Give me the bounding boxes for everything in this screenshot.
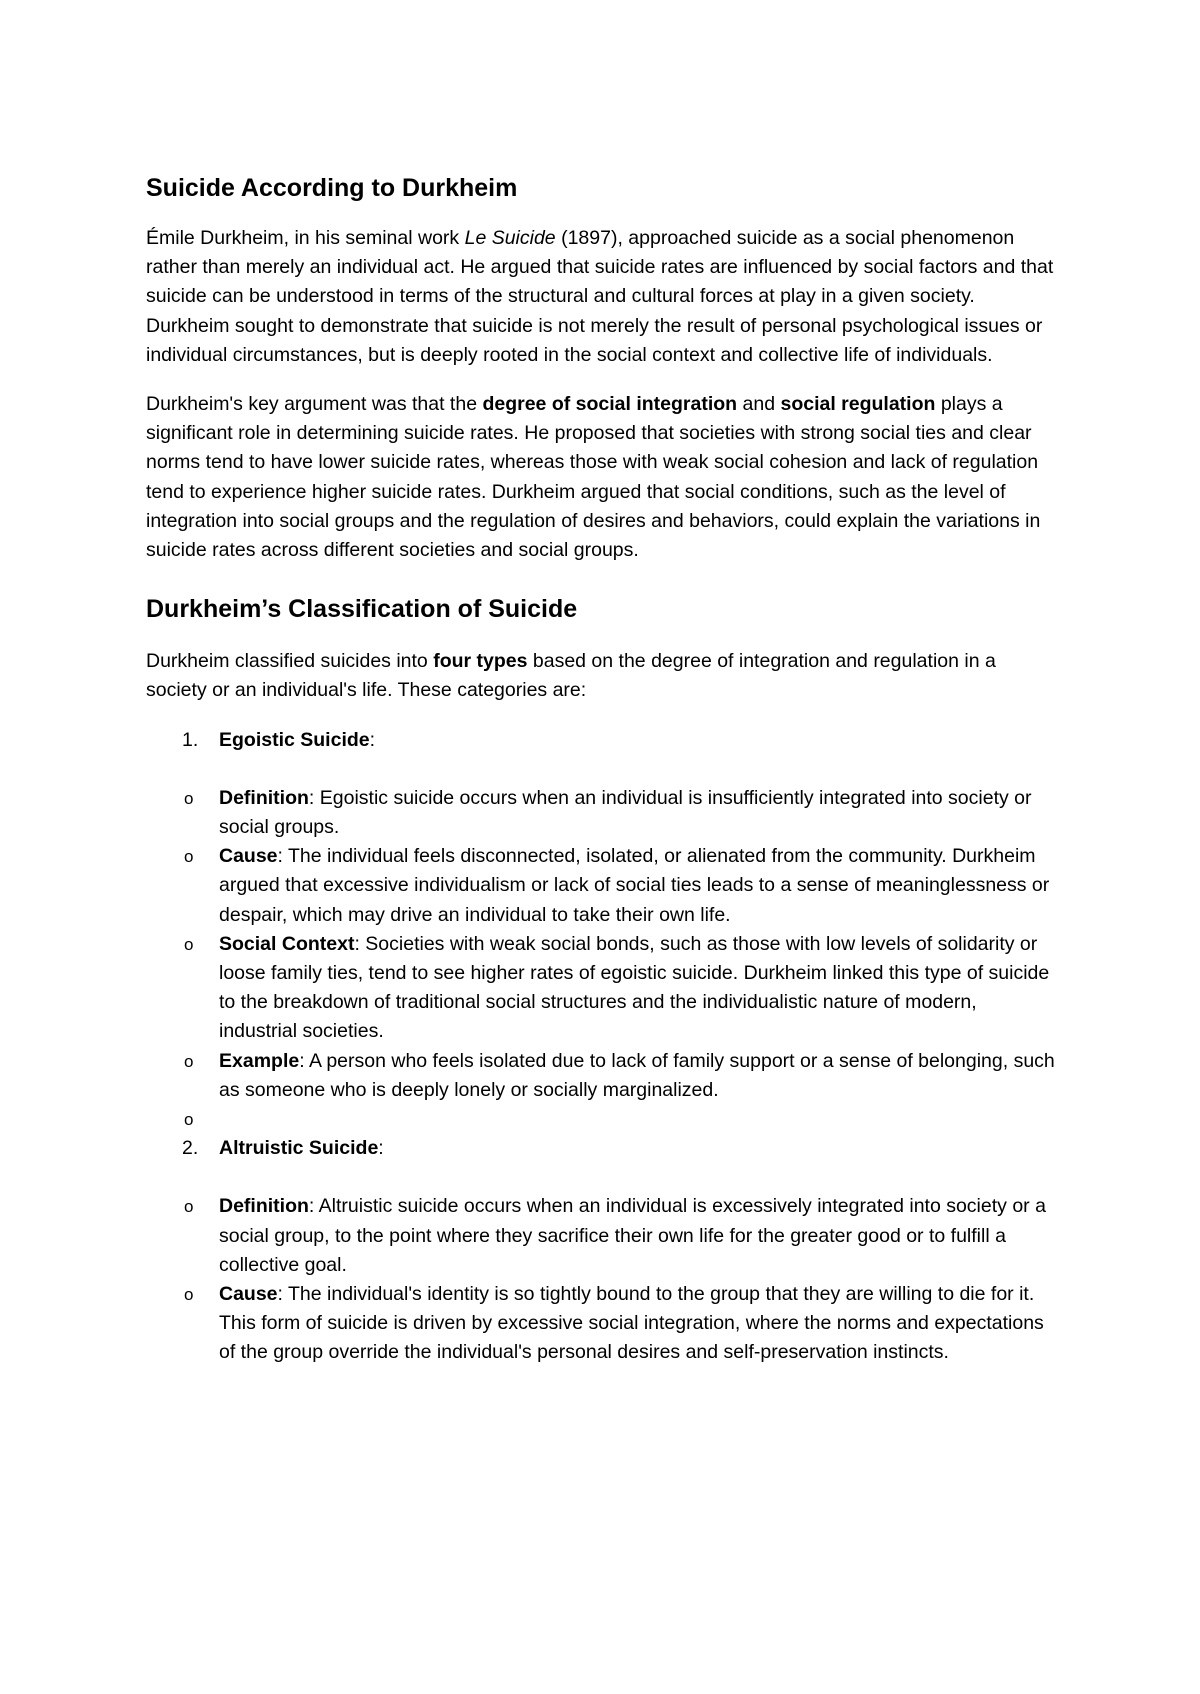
section-title-durkheim: Suicide According to Durkheim [146, 174, 518, 202]
point-label: Definition [219, 786, 309, 809]
sub-list [184, 1192, 1060, 1367]
sub-list [184, 784, 1060, 1134]
suicide-types-list [146, 726, 1060, 1368]
point-text: : Societies with weak social bonds, such as those with low levels of solidarity or loose family ties, tend to see higher rates of egoistic suicide. Durkheim linked this type of suicide to the breakdown of traditional social structures and the individualistic nature of modern, industrial societies. [219, 932, 1050, 1043]
list-item [184, 784, 1060, 842]
type-item-altruistic [146, 1134, 1060, 1367]
intro-text-a: Émile Durkheim, in his seminal work [146, 227, 465, 249]
point-text: : Egoistic suicide occurs when an individual is insufficiently integrated into society or social groups. [219, 786, 1032, 839]
colon: : [378, 1137, 384, 1160]
list-item [184, 930, 1060, 1047]
argument-text-c: plays a significant role in determining suicide rates. He proposed that societies with strong social ties and clear norms tend to have lower suicide rates, whereas those with weak social cohesion and lack of regulation tend to experience higher suicide rates. Durkheim argued that social conditions, such as the level of integration into social groups and the regulation of desires and behaviors, could explain the variations in suicide rates across different societies and social groups. [146, 393, 1041, 562]
bullet-icon: o [184, 788, 194, 808]
classification-text-b: based on the degree of integration and regulation in a society or an individual's life. These categories are: [146, 650, 996, 702]
type-item-egoistic [146, 726, 1060, 1135]
bullet-icon: o [184, 1051, 194, 1071]
point-text: : A person who feels isolated due to lack of family support or a sense of belonging, such as someone who is deeply lonely or socially marginalized. [219, 1049, 1055, 1101]
classification-bold: four types [433, 650, 528, 673]
point-text: : The individual feels disconnected, isolated, or alienated from the community. Durkheim argued that excessive individualism or lack of social ties leads to a sense of meaninglessness or despair, which may drive an individual to take their own life. [219, 845, 1050, 926]
bullet-icon: o [184, 1197, 194, 1217]
argument-text-a: Durkheim's key argument was that the [146, 393, 483, 416]
point-label: Definition [219, 1195, 309, 1218]
bullet-icon: o [184, 1285, 194, 1305]
list-item [184, 842, 1060, 930]
list-item [184, 1280, 1060, 1368]
list-item [184, 1047, 1060, 1105]
intro-paragraph [146, 224, 1060, 370]
point-text: : Altruistic suicide occurs when an individual is excessively integrated into society or a social group, to the point where they sacrifice their own life for the greater good or to fulfill a collective goal. [219, 1195, 1046, 1276]
colon: : [369, 728, 376, 751]
list-number: 2. [182, 1137, 199, 1160]
argument-bold-regulation: social regulation [780, 393, 936, 416]
type-title-text: Altruistic Suicide [219, 1137, 379, 1160]
empty-list-item [184, 1105, 1060, 1134]
bullet-icon: o [184, 1110, 194, 1130]
list-number: 1. [182, 728, 199, 751]
bullet-icon: o [184, 847, 194, 867]
type-title [219, 1134, 1060, 1163]
argument-bold-integration: degree of social integration [482, 393, 738, 416]
intro-text-b: (1897), approached suicide as a social phenomenon rather than merely an individual act. He argued that suicide rates are influenced by social factors and that suicide can be understood in terms of the structural and cultural forces at play in a given society. Durkheim sought to demonstrate that suicide is not merely the result of personal psychological issues or individual circumstances, but is deeply rooted in the social context and collective life of individuals. [146, 227, 1054, 366]
bullet-icon: o [184, 934, 194, 954]
list-item [184, 1192, 1060, 1280]
section-title-classification: Durkheim’s Classification of Suicide [146, 595, 578, 624]
type-title-text: Egoistic Suicide [219, 728, 370, 751]
point-label: Cause [219, 845, 278, 868]
type-title [219, 726, 1060, 755]
point-label: Example [219, 1049, 300, 1072]
point-label: Cause [219, 1283, 278, 1306]
argument-paragraph [146, 390, 1060, 565]
point-label: Social Context [219, 932, 355, 955]
book-title: Le Suicide [464, 227, 556, 249]
classification-intro [146, 647, 1060, 705]
argument-text-b: and [737, 393, 781, 416]
point-text: : The individual's identity is so tightly bound to the group that they are willing to die for it. This form of suicide is driven by excessive social integration, where the norms and expectations of the group override the individual's personal desires and self-preservation instincts. [219, 1283, 1044, 1364]
classification-text-a: Durkheim classified suicides into [146, 650, 434, 673]
